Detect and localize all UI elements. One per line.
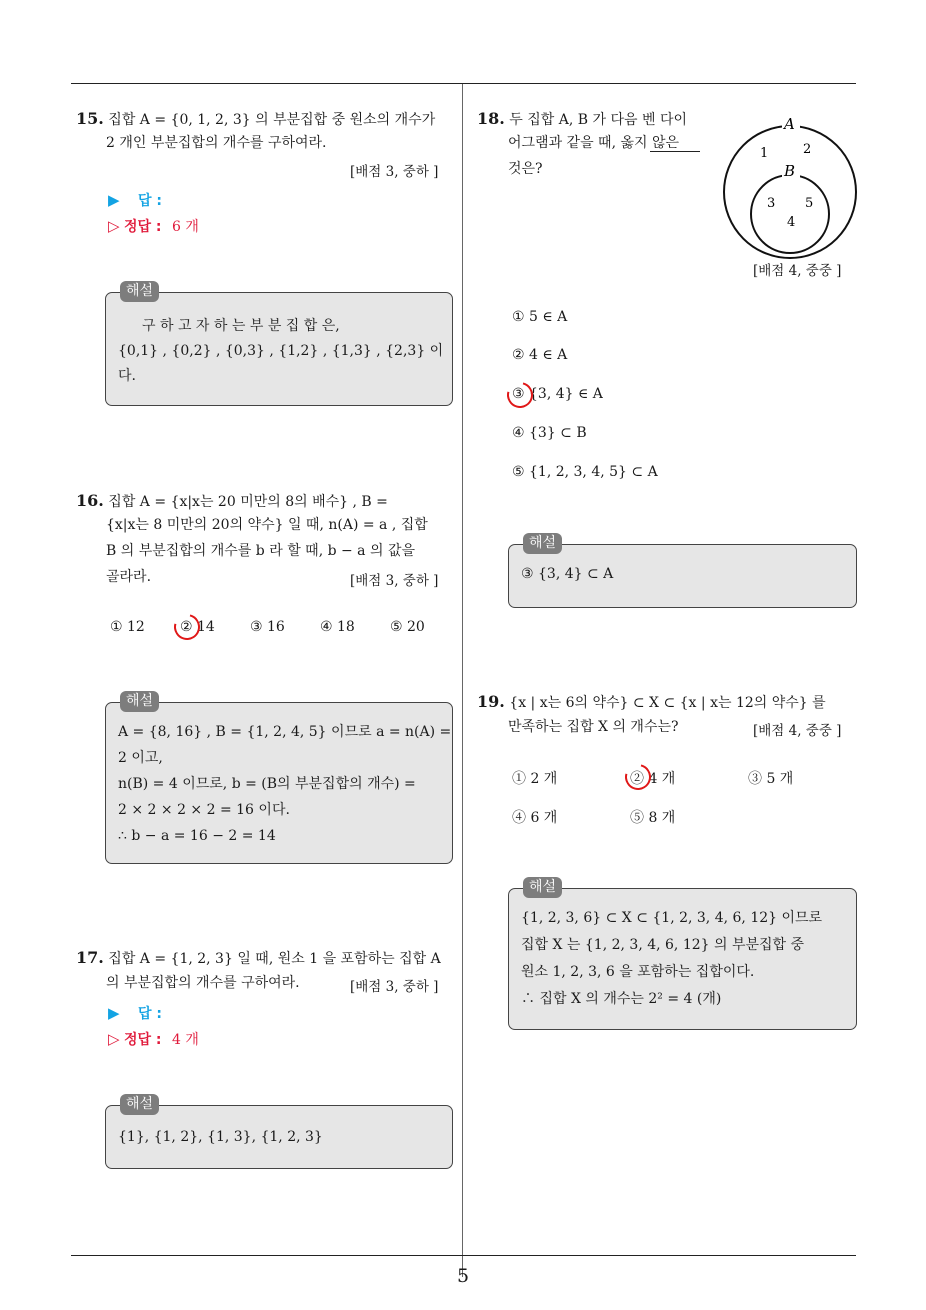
question-number: 17. — [76, 948, 104, 967]
answer-label: 답 : — [138, 193, 162, 209]
set-a-circle — [724, 126, 856, 258]
points-label: [배점 4, 중중 ] — [753, 263, 842, 279]
solution-text: 구 하 고 자 하 는 부 분 집 합 은, — [142, 318, 340, 334]
solution-text: n(B) = 4 이므로, b = (B의 부분집합의 개수) = — [118, 776, 416, 792]
answer-row[interactable] — [108, 1003, 162, 1023]
solution-box — [105, 693, 453, 864]
question-text-line: 집합 A = {1, 2, 3} 일 때, 원소 1 을 포함하는 집합 A — [108, 951, 441, 967]
correct-label: 정답 : — [124, 1032, 162, 1048]
question-text-line: {x|x는 8 미만의 20의 약수} 일 때, n(A) = a , 집합 — [106, 517, 428, 533]
correct-value: 4 개 — [171, 1032, 199, 1048]
solution-text: 다. — [118, 368, 136, 384]
question-number: 15. — [76, 109, 104, 128]
solution-text: ∴ b − a = 16 − 2 = 14 — [118, 828, 276, 844]
answer-row[interactable] — [108, 190, 162, 210]
element-label: 5 — [805, 196, 814, 211]
solution-text: 2 이고, — [118, 750, 163, 766]
question-text-line: 골라라. — [106, 569, 152, 585]
option-2[interactable]: ② 14 — [180, 619, 215, 635]
header-rule — [71, 83, 856, 84]
blue-triangle-icon: ▶ — [108, 1004, 120, 1022]
option-4[interactable]: ④ 6 개 — [512, 810, 558, 826]
solution-tab: 해설 — [120, 281, 159, 302]
correct-label: 정답 : — [124, 219, 162, 235]
element-label: 2 — [803, 142, 812, 157]
element-label: 1 — [760, 146, 769, 161]
solution-tab: 해설 — [523, 877, 562, 898]
correct-value: 6 개 — [171, 219, 199, 235]
underline-mark — [650, 151, 700, 152]
correct-answer-row — [108, 1029, 199, 1049]
question-text-line: {x | x는 6의 약수} ⊂ X ⊂ {x | x는 12의 약수} 를 — [509, 695, 826, 711]
solution-tab: 해설 — [120, 1094, 159, 1115]
question-number: 18. — [477, 109, 505, 128]
solution-tab: 해설 — [120, 691, 159, 712]
question-text-line: B 의 부분집합의 개수를 b 라 할 때, b − a 의 값을 — [106, 543, 416, 559]
option-1[interactable]: ① 2 개 — [512, 771, 558, 787]
option-2[interactable]: ② 4 개 — [630, 771, 676, 787]
red-outline-triangle-icon: ▷ — [108, 1030, 120, 1048]
points-label: [배점 4, 중중 ] — [753, 723, 842, 739]
solution-box — [508, 879, 857, 1030]
question-text-line: 집합 A = {x|x는 20 미만의 8의 배수} , B = — [108, 494, 388, 510]
red-circle-mark-icon — [502, 377, 538, 413]
blue-triangle-icon: ▶ — [108, 191, 120, 209]
question-text-line: 만족하는 집합 X 의 개수는? — [508, 719, 679, 735]
option-5[interactable]: ⑤ 8 개 — [630, 810, 676, 826]
option-4[interactable]: ④ {3} ⊂ B — [512, 425, 587, 441]
solution-tab: 해설 — [523, 533, 562, 554]
option-3[interactable]: ③ {3, 4} ∈ A — [512, 386, 603, 402]
points-label: [배점 3, 중하 ] — [350, 979, 439, 995]
option-5[interactable]: ⑤ {1, 2, 3, 4, 5} ⊂ A — [512, 464, 658, 480]
set-b-circle — [751, 175, 829, 253]
option-3[interactable]: ③ 16 — [250, 619, 285, 635]
red-circle-mark-icon — [620, 759, 656, 795]
points-label: [배점 3, 중하 ] — [350, 573, 439, 589]
set-b-label: B — [784, 162, 796, 180]
solution-text: 집합 X 는 {1, 2, 3, 4, 6, 12} 의 부분집합 중 — [521, 937, 805, 953]
set-a-label: A — [784, 115, 795, 133]
points-label: [배점 3, 중하 ] — [350, 164, 439, 180]
option-2[interactable]: ② 4 ∈ A — [512, 347, 568, 363]
page-number: 5 — [456, 1265, 470, 1287]
element-label: 4 — [787, 215, 796, 230]
solution-text: {1}, {1, 2}, {1, 3}, {1, 2, 3} — [118, 1129, 323, 1145]
solution-box — [105, 1096, 453, 1169]
venn-diagram — [720, 110, 860, 260]
element-label: 3 — [767, 196, 776, 211]
solution-text: {1, 2, 3, 6} ⊂ X ⊂ {1, 2, 3, 4, 6, 12} 이므로 — [521, 910, 823, 926]
question-text-line: 두 집합 A, B 가 다음 벤 다이 — [509, 112, 688, 128]
solution-text: ③ {3, 4} ⊂ A — [521, 566, 614, 582]
question-number: 16. — [76, 491, 104, 510]
option-3[interactable]: ③ 5 개 — [748, 771, 794, 787]
solution-text: ∴ 집합 X 의 개수는 2² = 4 (개) — [521, 991, 722, 1007]
option-1[interactable]: ① 5 ∈ A — [512, 309, 568, 325]
solution-text: 2 × 2 × 2 × 2 = 16 이다. — [118, 802, 290, 818]
question-text-line: 것은? — [508, 161, 543, 177]
correct-answer-row — [108, 216, 199, 236]
question-text-line: 어그램과 같을 때, 옳지 않은 — [508, 135, 680, 151]
question-text-line: 집합 A = {0, 1, 2, 3} 의 부분집합 중 원소의 개수가 — [108, 112, 436, 128]
solution-box — [508, 535, 857, 608]
option-4[interactable]: ④ 18 — [320, 619, 355, 635]
solution-box — [105, 283, 453, 406]
question-text-line: 2 개인 부분집합의 개수를 구하여라. — [106, 135, 327, 151]
red-outline-triangle-icon: ▷ — [108, 217, 120, 235]
answer-label: 답 : — [138, 1006, 162, 1022]
column-divider — [462, 84, 463, 1277]
option-1[interactable]: ① 12 — [110, 619, 145, 635]
footer-rule — [71, 1255, 856, 1256]
question-text-line: 의 부분집합의 개수를 구하여라. — [106, 975, 300, 991]
solution-text: A = {8, 16} , B = {1, 2, 4, 5} 이므로 a = n(A) = — [118, 724, 452, 740]
option-5[interactable]: ⑤ 20 — [390, 619, 425, 635]
red-circle-mark-icon — [169, 609, 205, 645]
solution-text: 원소 1, 2, 3, 6 을 포함하는 집합이다. — [521, 964, 755, 980]
question-number: 19. — [477, 692, 505, 711]
solution-text: {0,1} , {0,2} , {0,3} , {1,2} , {1,3} , {2,3} 이 — [118, 343, 444, 359]
